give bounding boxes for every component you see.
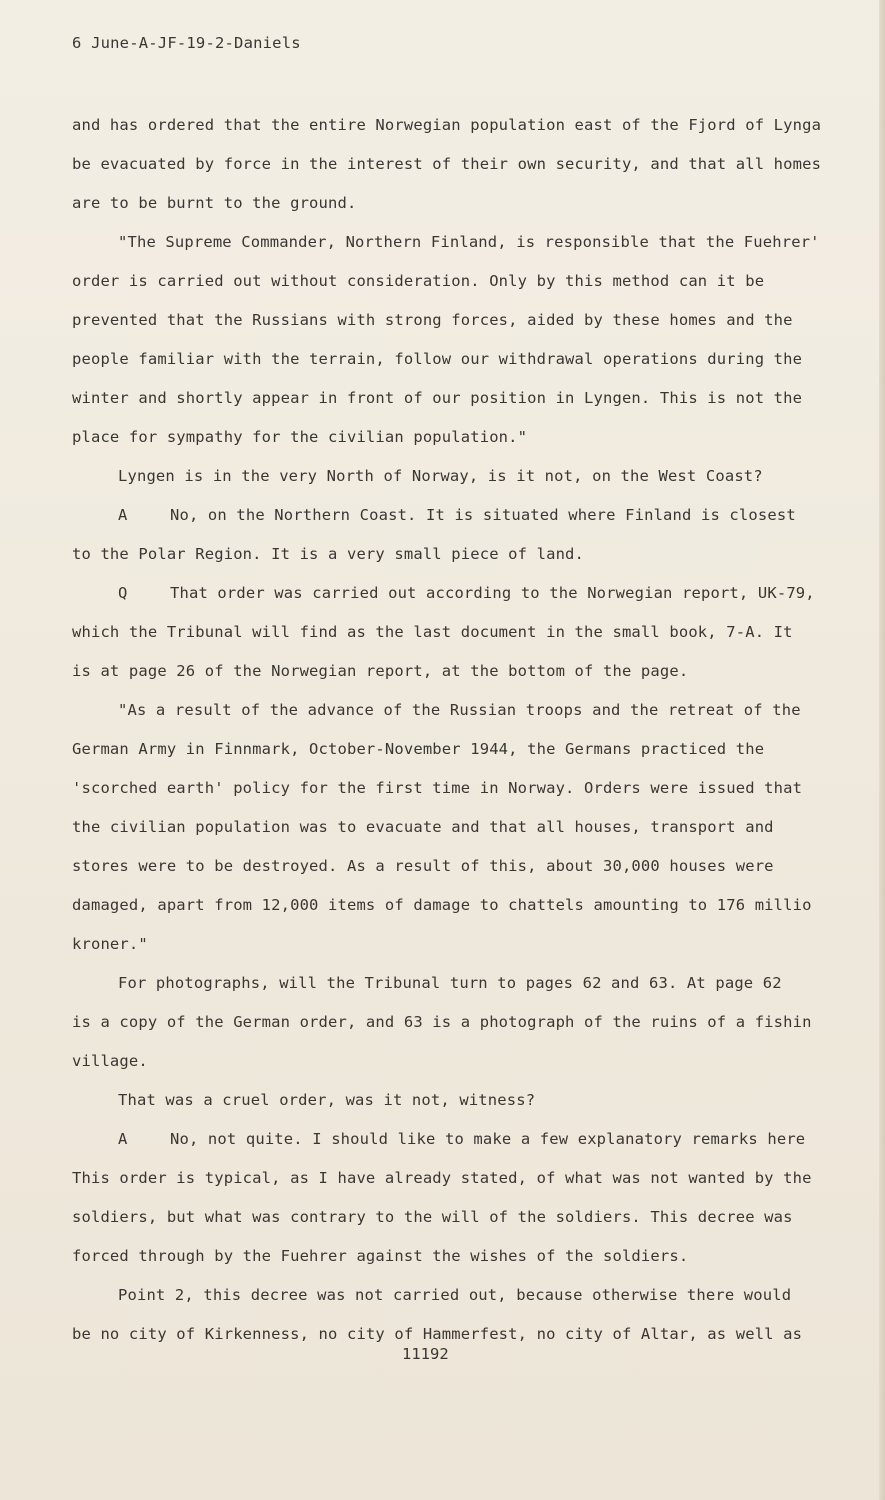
- line-text: "The Supreme Commander, Northern Finland, is responsible that the Fuehrer': [118, 233, 820, 251]
- line-text: is at page 26 of the Norwegian report, at the bottom of the page.: [72, 662, 689, 680]
- line-text: Point 2, this decree was not carried out, because otherwise there would: [118, 1286, 792, 1304]
- line-text: kroner.": [72, 935, 148, 953]
- line-text: the civilian population was to evacuate and that all houses, transport and: [72, 818, 774, 836]
- line-text: are to be burnt to the ground.: [72, 194, 357, 212]
- line-text: and has ordered that the entire Norwegian population east of the Fjord of Lynga: [72, 116, 822, 134]
- line-text: This order is typical, as I have already stated, of what was not wanted by the: [72, 1169, 812, 1187]
- transcript-line: [72, 574, 832, 613]
- transcript-line: [72, 223, 832, 262]
- line-text: forced through by the Fuehrer against the wishes of the soldiers.: [72, 1247, 689, 1265]
- transcript-line: [72, 1159, 832, 1198]
- transcript-line: [72, 301, 832, 340]
- line-text: soldiers, but what was contrary to the will of the soldiers. This decree was: [72, 1208, 793, 1226]
- transcript-line: [72, 691, 832, 730]
- transcript-line: [72, 457, 832, 496]
- line-text: That order was carried out according to the Norwegian report, UK-79,: [170, 584, 815, 602]
- line-text: "As a result of the advance of the Russian troops and the retreat of the: [118, 701, 801, 719]
- transcript-line: [72, 340, 832, 379]
- line-text: stores were to be destroyed. As a result of this, about 30,000 houses were: [72, 857, 774, 875]
- document-reference: 6 June-A-JF-19-2-Daniels: [72, 34, 301, 52]
- transcript-line: [72, 730, 832, 769]
- transcript-line: [72, 886, 832, 925]
- speaker-marker: Q: [118, 584, 128, 602]
- line-text: 'scorched earth' policy for the first time in Norway. Orders were issued that: [72, 779, 803, 797]
- line-text: be no city of Kirkenness, no city of Hammerfest, no city of Altar, as well as: [72, 1325, 803, 1343]
- transcript-line: [72, 1120, 832, 1159]
- transcript-line: [72, 1315, 832, 1354]
- transcript-line: [72, 106, 832, 145]
- line-text: Lyngen is in the very North of Norway, is it not, on the West Coast?: [118, 467, 763, 485]
- transcript-line: [72, 418, 832, 457]
- line-text: winter and shortly appear in front of our position in Lyngen. This is not the: [72, 389, 803, 407]
- line-text: place for sympathy for the civilian population.": [72, 428, 528, 446]
- page-number: 11192: [402, 1345, 449, 1363]
- transcript-line: [72, 184, 832, 223]
- line-text: village.: [72, 1052, 148, 1070]
- transcript-line: [72, 769, 832, 808]
- transcript-line: [72, 847, 832, 886]
- line-text: That was a cruel order, was it not, witness?: [118, 1091, 536, 1109]
- transcript-line: [72, 1198, 832, 1237]
- line-text: which the Tribunal will find as the last document in the small book, 7-A. It: [72, 623, 793, 641]
- speaker-marker: A: [118, 506, 128, 524]
- line-text: prevented that the Russians with strong forces, aided by these homes and the: [72, 311, 793, 329]
- transcript-line: [72, 379, 832, 418]
- line-text: to the Polar Region. It is a very small piece of land.: [72, 545, 585, 563]
- transcript-line: [72, 1276, 832, 1315]
- transcript-line: [72, 964, 832, 1003]
- transcript-line: [72, 535, 832, 574]
- line-text: is a copy of the German order, and 63 is a photograph of the ruins of a fishin: [72, 1013, 812, 1031]
- transcript-line: [72, 925, 832, 964]
- transcript-line: [72, 145, 832, 184]
- line-text: German Army in Finnmark, October-November 1944, the Germans practiced the: [72, 740, 765, 758]
- speaker-marker: A: [118, 1130, 128, 1148]
- transcript-body: [72, 106, 832, 1354]
- transcript-line: [72, 1237, 832, 1276]
- line-text: people familiar with the terrain, follow our withdrawal operations during the: [72, 350, 803, 368]
- line-text: be evacuated by force in the interest of their own security, and that all homes: [72, 155, 822, 173]
- transcript-line: [72, 613, 832, 652]
- transcript-line: [72, 496, 832, 535]
- line-text: order is carried out without consideration. Only by this method can it be: [72, 272, 765, 290]
- paper-edge: [879, 0, 885, 1500]
- line-text: For photographs, will the Tribunal turn to pages 62 and 63. At page 62: [118, 974, 782, 992]
- transcript-line: [72, 1081, 832, 1120]
- transcript-line: [72, 808, 832, 847]
- transcript-line: [72, 1042, 832, 1081]
- transcript-line: [72, 262, 832, 301]
- line-text: No, not quite. I should like to make a few explanatory remarks here: [170, 1130, 806, 1148]
- line-text: damaged, apart from 12,000 items of damage to chattels amounting to 176 millio: [72, 896, 812, 914]
- line-text: No, on the Northern Coast. It is situated where Finland is closest: [170, 506, 796, 524]
- transcript-line: [72, 1003, 832, 1042]
- transcript-line: [72, 652, 832, 691]
